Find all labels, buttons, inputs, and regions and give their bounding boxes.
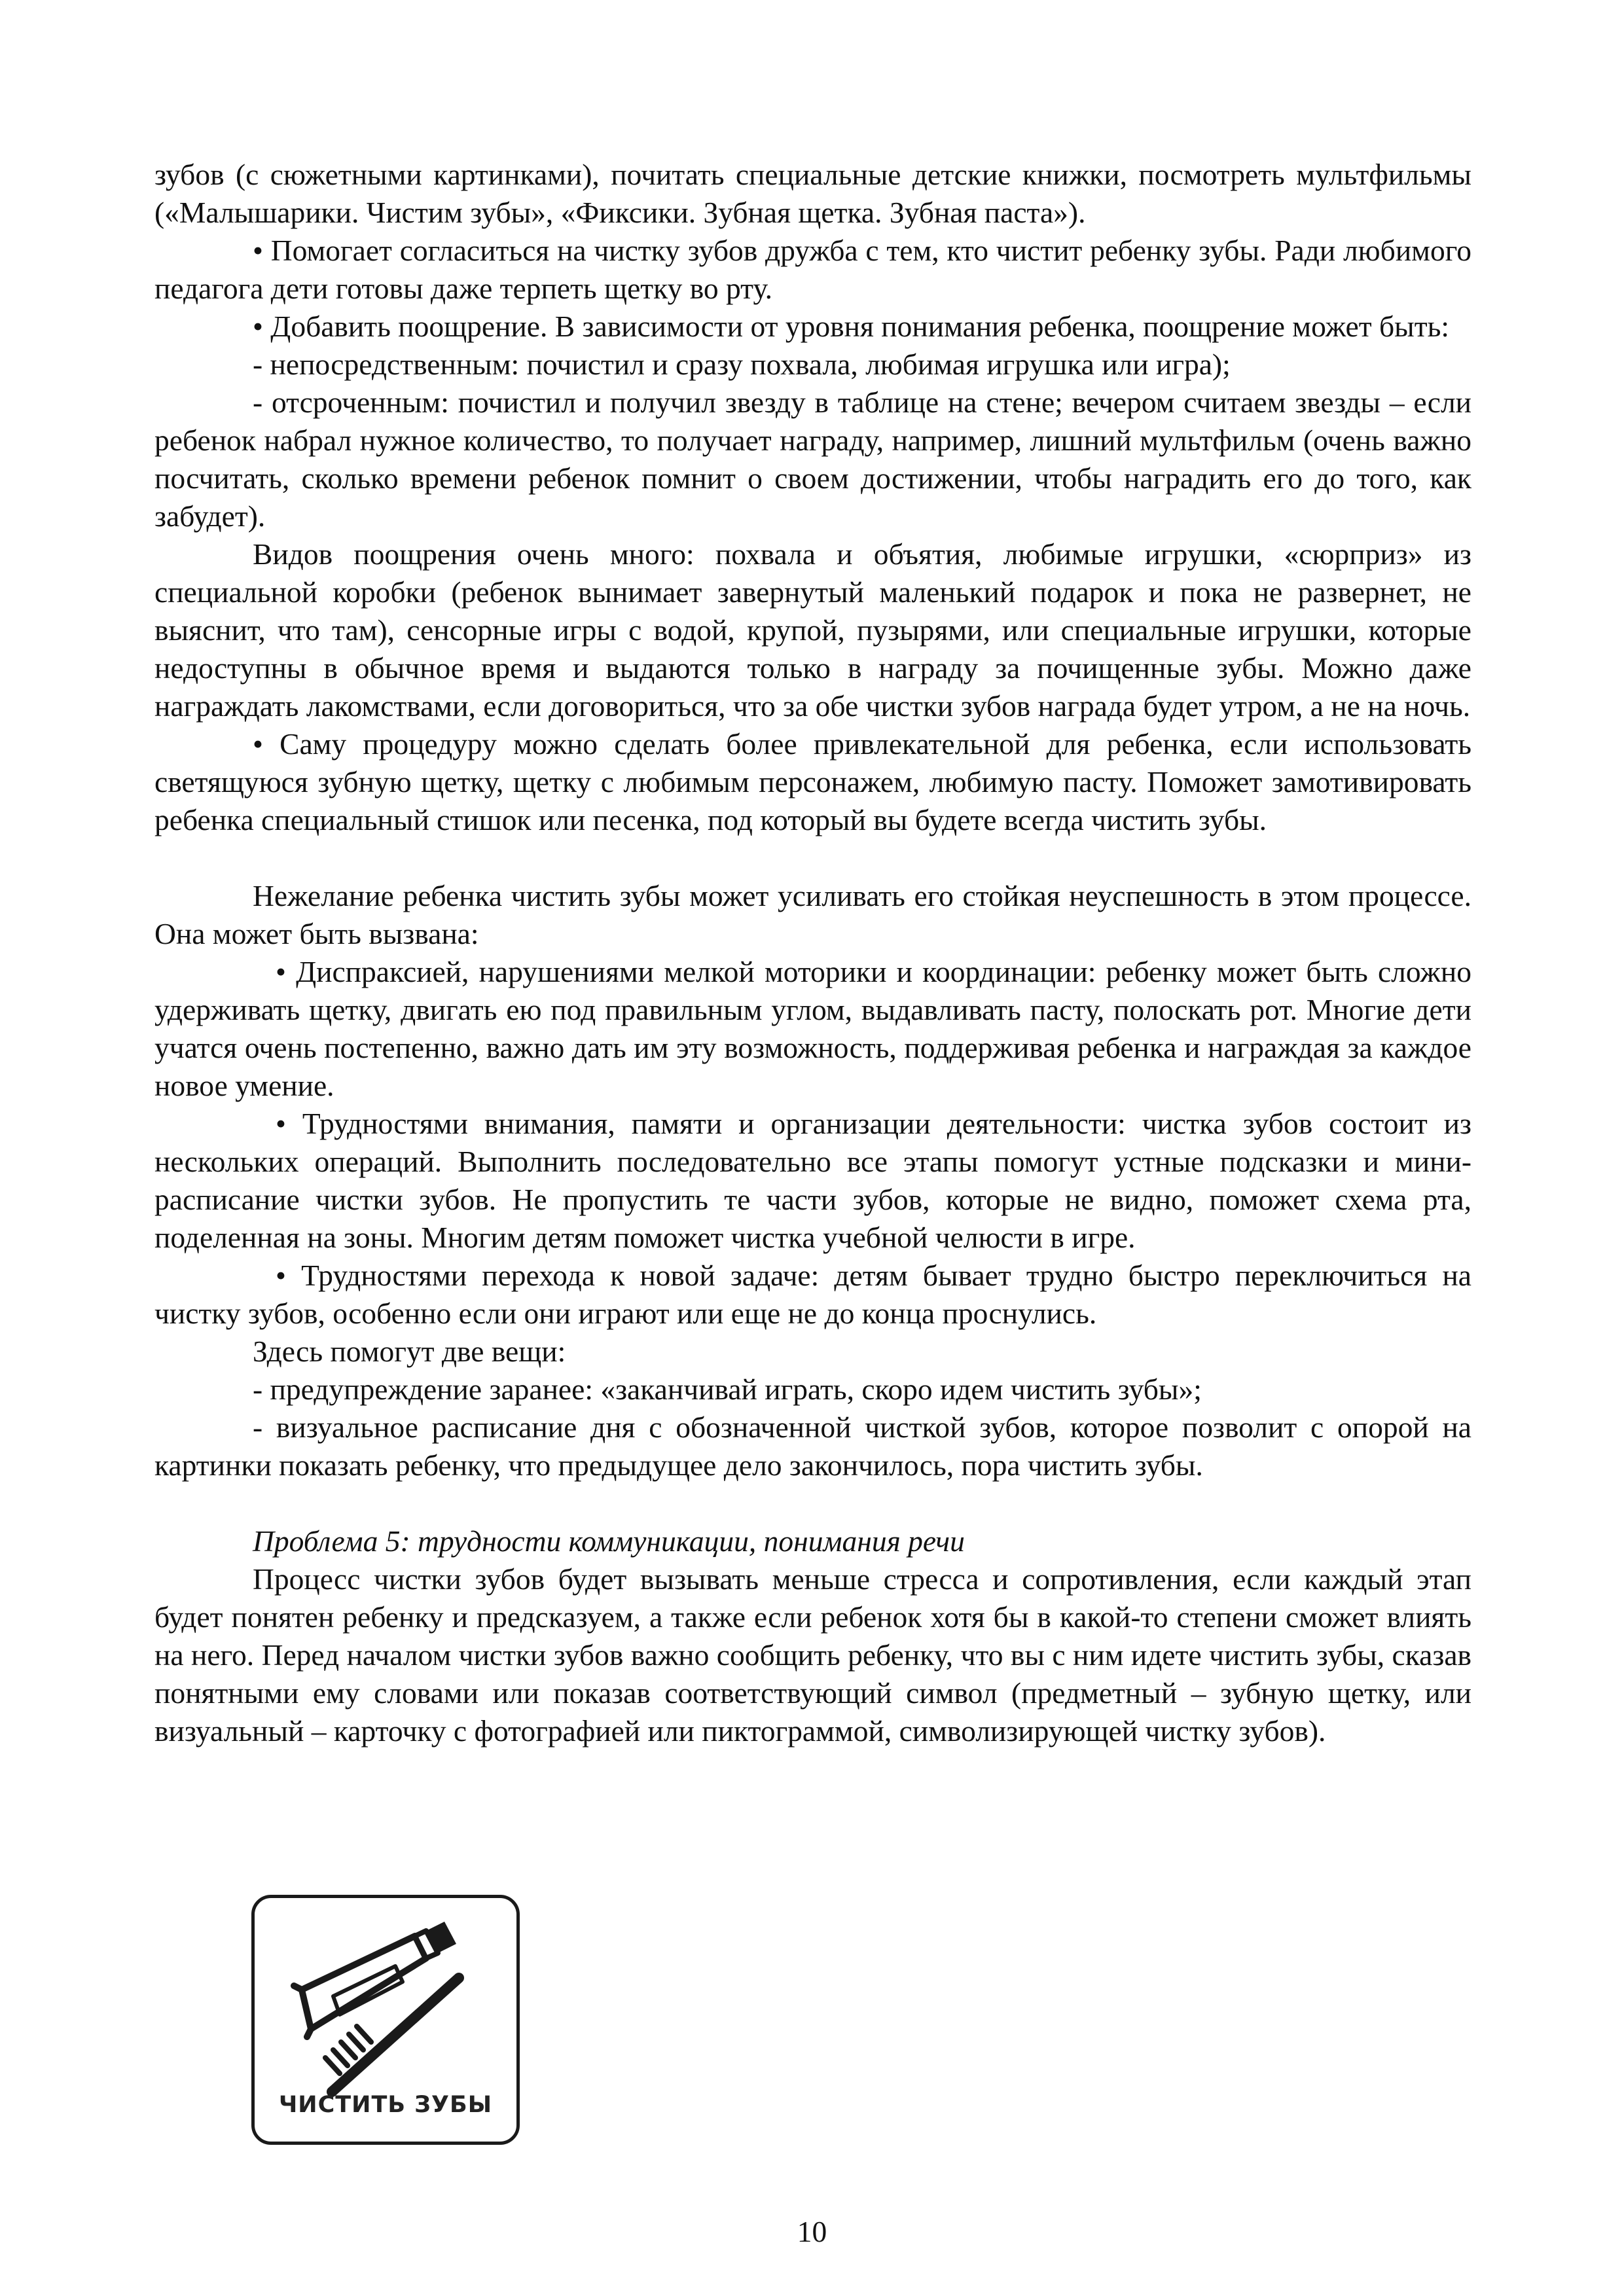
section-heading: Проблема 5: трудности коммуникации, понимания речи <box>253 1524 965 1558</box>
paragraph-12: Здесь помогут две вещи: <box>253 1335 566 1368</box>
paragraph-3: • Добавить поощрение. В зависимости от уровня понимания ребенка, поощрение может быть: <box>253 310 1449 343</box>
paragraph-9: • Диспраксией, нарушениями мелкой моторики и координации: ребенку может быть сложно удерживать щетку, двигать ею под правильным углом, выдавливать пасту, полоскать рот. Многие дети учатся очень постепенно, важно дать им эту возможность, поддерживая ребенка и награждая за каждое новое умение. <box>154 955 1471 1102</box>
paragraph-gap <box>154 839 1471 877</box>
page-number: 10 <box>797 2215 827 2248</box>
page-body <box>154 156 1471 1750</box>
paragraph-5: - отсроченным: почистил и получил звезду в таблице на стене; вечером считаем звезды – если ребенок набрал нужное количество, то получает награду, например, лишний мультфильм (очень важно посчитать, сколько времени ребенок помнит о своем достижении, чтобы наградить его до того, как забудет). <box>154 386 1471 533</box>
paragraph-6: Видов поощрения очень много: похвала и объятия, любимые игрушки, «сюрприз» из специальной коробки (ребенок вынимает завернутый маленький подарок и пока не развернет, не выяснит, что там), сенсорные игры с водой, крупой, пузырями, или специальные игрушки, которые недоступны в обычное время и выдаются только в награду за почищенные зубы. Можно даже награждать лакомствами, если договориться, что за обе чистки зубов награда будет утром, а не на ночь. <box>154 537 1471 723</box>
paragraph-10: • Трудностями внимания, памяти и организации деятельности: чистка зубов состоит из нескольких операций. Выполнить последовательно все этапы помогут устные подсказки и мини-расписание чистки зубов. Не пропустить те части зубов, которые не видно, поможет схема рта, поделенная на зоны. Многим детям поможет чистка учебной челюсти в игре. <box>154 1107 1471 1254</box>
paragraph-13: - предупреждение заранее: «заканчивай играть, скоро идем чистить зубы»; <box>253 1372 1202 1406</box>
paragraph-2: • Помогает согласиться на чистку зубов дружба с тем, кто чистит ребенку зубы. Ради любимого педагога дети готовы даже терпеть щетку во рту. <box>154 234 1471 305</box>
paragraph-7: • Саму процедуру можно сделать более привлекательной для ребенка, если использовать светящуюся зубную щетку, щетку с любимым персонажем, любимую пасту. Поможет замотивировать ребенка специальный стишок или песенка, под который вы будете всегда чистить зубы. <box>154 727 1471 836</box>
paragraph-14: - визуальное расписание дня с обозначенной чисткой зубов, которое позволит с опорой на картинки показать ребенку, что предыдущее дело закончилось, пора чистить зубы. <box>154 1410 1471 1482</box>
pictogram-label: ЧИСТИТЬ ЗУБЫ <box>279 2092 492 2118</box>
paragraph-4: - непосредственным: почистил и сразу похвала, любимая игрушка или игра); <box>253 348 1231 381</box>
paragraph-1: зубов (с сюжетными картинками), почитать специальные детские книжки, посмотреть мультфильмы («Малышарики. Чистим зубы», «Фиксики. Зубная щетка. Зубная паста»). <box>154 158 1471 229</box>
toothbrushing-pictogram <box>251 1895 520 2145</box>
paragraph-8: Нежелание ребенка чистить зубы может усиливать его стойкая неуспешность в этом процессе. Она может быть вызвана: <box>154 879 1471 950</box>
paragraph-gap <box>154 1484 1471 1522</box>
paragraph-11: • Трудностями перехода к новой задаче: детям бывает трудно быстро переключиться на чистку зубов, особенно если они играют или еще не до конца проснулись. <box>154 1259 1471 1330</box>
paragraph-15: Процесс чистки зубов будет вызывать меньше стресса и сопротивления, если каждый этап будет понятен ребенку и предсказуем, а также если ребенок хотя бы в какой-то степени сможет влиять на него. Перед началом чистки зубов важно сообщить ребенку, что вы с ним идете чистить зубы, сказав понятными ему словами или показав соответствующий символ (предметный – зубную щетку, или визуальный – карточку с фотографией или пиктограммой, символизирующей чистку зубов). <box>154 1562 1471 1748</box>
